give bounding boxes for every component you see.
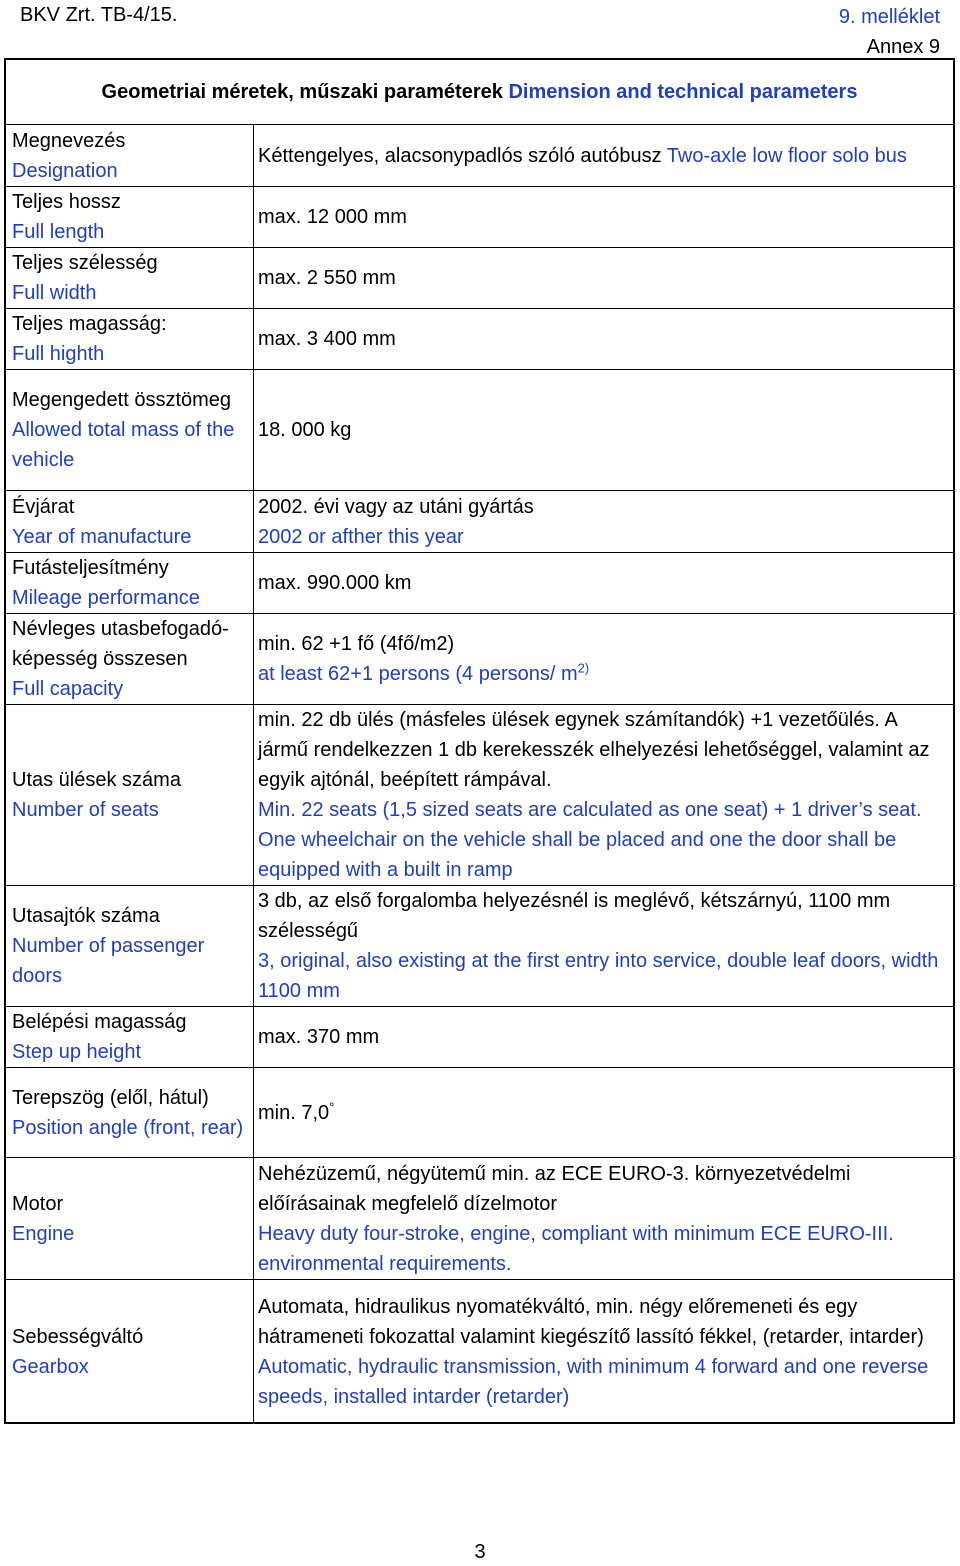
table-row bbox=[5, 187, 955, 248]
value-en: Two-axle low floor solo bus bbox=[666, 144, 907, 167]
row-value bbox=[254, 370, 955, 491]
row-label bbox=[5, 370, 254, 491]
row-label bbox=[5, 1280, 254, 1424]
row-value bbox=[254, 187, 955, 248]
value-en-superscript: 2) bbox=[577, 660, 590, 676]
row-value bbox=[254, 705, 955, 886]
label-en: Year of manufacture bbox=[12, 525, 192, 548]
label-hu: Teljes magasság: bbox=[12, 313, 167, 335]
row-value bbox=[254, 1007, 955, 1068]
label-hu: Megengedett össztömeg bbox=[12, 389, 232, 411]
document-reference: BKV Zrt. TB-4/15. bbox=[20, 4, 178, 26]
row-value bbox=[254, 886, 955, 1007]
annex-label-en: Annex 9 bbox=[866, 36, 940, 58]
row-label bbox=[5, 1068, 254, 1158]
label-en: Engine bbox=[12, 1222, 75, 1245]
table-row bbox=[5, 370, 955, 491]
row-label bbox=[5, 125, 254, 187]
row-value bbox=[254, 614, 955, 705]
row-label bbox=[5, 614, 254, 705]
table-row bbox=[5, 125, 955, 187]
row-label bbox=[5, 187, 254, 248]
table-row bbox=[5, 1280, 955, 1424]
table-row bbox=[5, 248, 955, 309]
table-row bbox=[5, 705, 955, 886]
label-hu: Motor bbox=[12, 1192, 64, 1215]
label-en: Designation bbox=[12, 159, 118, 182]
row-value bbox=[254, 491, 955, 553]
label-hu: Futásteljesítmény bbox=[12, 557, 169, 579]
value-hu: min. 22 db ülés (másfeles ülések egynek számítandók) +1 vezetőülés. A jármű rendelkezzen 1 db kerekesszék elhelyezési lehetőséggel, valamint az egyik ajtónál, beépített rámpával. bbox=[258, 709, 930, 791]
label-hu: Megnevezés bbox=[12, 129, 126, 152]
row-label bbox=[5, 705, 254, 886]
page-title bbox=[6, 60, 953, 124]
value-en: at least 62+1 persons (4 persons/ m bbox=[258, 663, 578, 685]
table-row bbox=[5, 1007, 955, 1068]
table-row bbox=[5, 491, 955, 553]
label-en: Full width bbox=[12, 282, 97, 304]
row-label bbox=[5, 1158, 254, 1280]
label-en: Full length bbox=[12, 221, 105, 243]
label-en: Full highth bbox=[12, 343, 105, 365]
page-title-en: Dimension and technical parameters bbox=[508, 80, 858, 103]
row-label bbox=[5, 1007, 254, 1068]
page-title-hu: Geometriai méretek, műszaki paraméterek bbox=[101, 80, 503, 103]
row-label bbox=[5, 553, 254, 614]
table-row bbox=[5, 1158, 955, 1280]
label-en: Number of passenger doors bbox=[12, 935, 205, 987]
value-en: 3, original, also existing at the first entry into service, double leaf doors, width 1100 mm bbox=[258, 950, 939, 1002]
value-hu: 3 db, az első forgalomba helyezésnél is meglévő, kétszárnyú, 1100 mm szélességű bbox=[258, 890, 891, 942]
value-hu: Automata, hidraulikus nyomatékváltó, min. négy előremeneti és egy hátrameneti fokozattal valamint kiegészítő lassító fékkel, (retarder, intarder) bbox=[258, 1295, 924, 1348]
value: max. 3 400 mm bbox=[258, 328, 396, 350]
table-row bbox=[5, 309, 955, 370]
label-en: Step up height bbox=[12, 1041, 141, 1063]
label-en: Full capacity bbox=[12, 678, 124, 700]
table-row bbox=[5, 614, 955, 705]
value: max. 12 000 mm bbox=[258, 206, 407, 228]
value: max. 2 550 mm bbox=[258, 267, 396, 289]
label-hu: Névleges utasbefogadó-képesség összesen bbox=[12, 618, 229, 670]
row-label bbox=[5, 491, 254, 553]
row-value bbox=[254, 309, 955, 370]
row-value bbox=[254, 248, 955, 309]
label-hu: Utas ülések száma bbox=[12, 769, 181, 791]
page-number: 3 bbox=[474, 1541, 486, 1563]
value-en: Automatic, hydraulic transmission, with minimum 4 forward and one reverse speeds, installed intarder (retarder) bbox=[258, 1355, 929, 1408]
label-en: Gearbox bbox=[12, 1355, 89, 1378]
annex-label bbox=[839, 2, 940, 62]
label-hu: Teljes szélesség bbox=[12, 252, 158, 274]
label-en: Mileage performance bbox=[12, 587, 200, 609]
value-hu: 2002. évi vagy az utáni gyártás bbox=[258, 495, 534, 518]
value-hu: Nehézüzemű, négyütemű min. az ECE EURO-3. környezetvédelmi előírásainak megfelelő dízelmotor bbox=[258, 1162, 851, 1215]
label-hu: Belépési magasság bbox=[12, 1011, 187, 1033]
row-label bbox=[5, 886, 254, 1007]
label-hu: Utasajtók száma bbox=[12, 905, 160, 927]
table-row bbox=[5, 886, 955, 1007]
table-row bbox=[5, 1068, 955, 1158]
row-value bbox=[254, 1158, 955, 1280]
label-en: Number of seats bbox=[12, 799, 159, 821]
value: 18. 000 kg bbox=[258, 419, 352, 441]
label-hu: Sebességváltó bbox=[12, 1325, 144, 1348]
row-value bbox=[254, 125, 955, 187]
value: max. 990.000 km bbox=[258, 572, 412, 594]
row-label bbox=[5, 309, 254, 370]
annex-label-hu: 9. melléklet bbox=[838, 6, 940, 28]
value: min. 7,0 bbox=[258, 1101, 330, 1124]
label-en: Position angle (front, rear) bbox=[12, 1116, 244, 1139]
value-en: Heavy duty four-stroke, engine, compliant with minimum ECE EURO-III. environmental requirements. bbox=[258, 1222, 894, 1275]
label-hu: Évjárat bbox=[12, 495, 75, 518]
value-hu: min. 62 +1 fő (4fő/m2) bbox=[258, 633, 455, 655]
row-value bbox=[254, 1280, 955, 1424]
value-en: 2002 or afther this year bbox=[258, 525, 464, 548]
row-value bbox=[254, 1068, 955, 1158]
row-label bbox=[5, 248, 254, 309]
label-hu: Teljes hossz bbox=[12, 191, 121, 213]
label-hu: Terepszög (elől, hátul) bbox=[12, 1086, 209, 1109]
spec-table bbox=[4, 124, 955, 1424]
value-hu: Kéttengelyes, alacsonypadlós szóló autóbusz bbox=[258, 144, 662, 167]
value: max. 370 mm bbox=[258, 1026, 380, 1048]
value-en: Min. 22 seats (1,5 sized seats are calculated as one seat) + 1 driver’s seat. One wheelchair on the vehicle shall be placed and one the door shall be equipped with a built in ramp bbox=[258, 799, 922, 881]
degree-superscript: ° bbox=[329, 1098, 335, 1114]
row-value bbox=[254, 553, 955, 614]
label-en: Allowed total mass of the vehicle bbox=[12, 419, 235, 471]
table-row bbox=[5, 553, 955, 614]
